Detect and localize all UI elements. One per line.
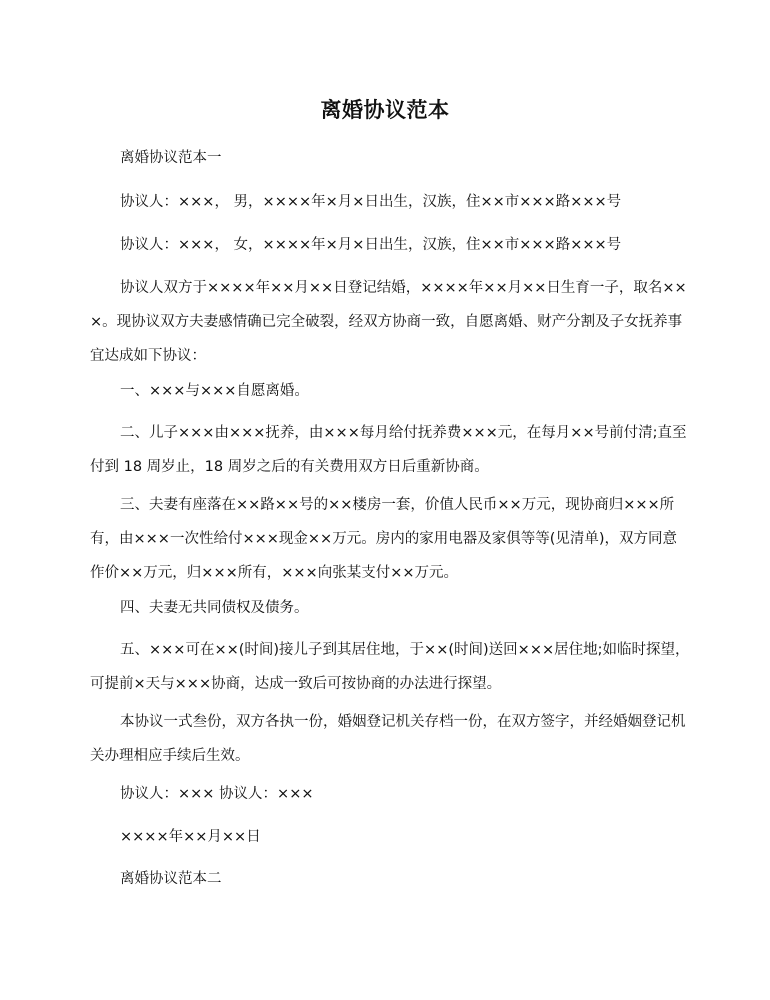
document-title: 离婚协议范本 [320, 98, 450, 122]
clause-2: 二、儿子×××由×××抚养，由×××每月给付抚养费×××元，在每月××号前付清;直至付到 18 周岁止，18 周岁之后的有关费用双方日后重新协商。 [90, 425, 687, 475]
clause-1: 一、×××与×××自愿离婚。 [120, 383, 309, 399]
section-heading-1: 离婚协议范本一 [120, 150, 222, 166]
date-line: ××××年××月××日 [120, 829, 261, 845]
section-heading-2: 离婚协议范本二 [120, 871, 222, 887]
effective-clause: 本协议一式叁份，双方各执一份，婚姻登记机关存档一份，在双方签字，并经婚姻登记机关办理相应手续后生效。 [90, 714, 686, 764]
clause-3: 三、夫妻有座落在××路××号的××楼房一套，价值人民币××万元，现协商归×××所有，由×××一次性给付×××现金××万元。房内的家用电器及家俱等等(见清单)，双方同意作价××万元，归×××所有，×××向张某支付××万元。 [90, 497, 678, 581]
clause-4: 四、夫妻无共同债权及债务。 [120, 600, 309, 616]
party-male-line: 协议人：×××， 男，××××年×月×日出生，汉族，住××市×××路×××号 [120, 194, 622, 210]
intro-paragraph: 协议人双方于××××年××月××日登记结婚，××××年××月××日生育一子，取名×××。现协议双方夫妻感情确已完全破裂，经双方协商一致，自愿离婚、财产分割及子女抚养事宜达成如下协议： [90, 280, 687, 364]
party-female-line: 协议人：×××， 女，××××年×月×日出生，汉族，住××市×××路×××号 [120, 237, 622, 253]
clause-5: 五、×××可在××(时间)接儿子到其居住地，于××(时间)送回×××居住地;如临时探望，可提前×天与×××协商，达成一致后可按协商的办法进行探望。 [90, 642, 690, 692]
signature-line: 协议人：××× 协议人：××× [120, 786, 314, 802]
